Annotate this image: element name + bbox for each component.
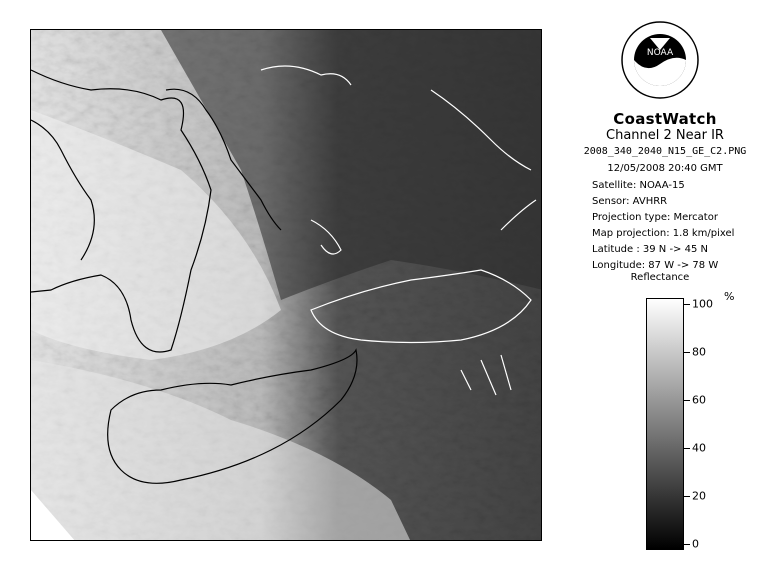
satellite-map-svg (31, 30, 542, 541)
colorbar-tick-label: 40 (692, 441, 706, 455)
colorbar-title: Reflectance (630, 272, 690, 283)
map-projection: Map projection: 1.8 km/pixel (592, 228, 735, 239)
colorbar-tick-label: 100 (692, 297, 713, 311)
noaa-logo (620, 20, 700, 100)
colorbar-tick-label: 20 (692, 489, 706, 503)
latitude-range: Latitude : 39 N -> 45 N (592, 244, 708, 255)
reflectance-colorbar (646, 298, 684, 550)
filename: 2008_340_2040_N15_GE_C2.PNG (583, 146, 747, 157)
colorbar-ticks (684, 298, 724, 550)
colorbar-tick (684, 544, 690, 545)
colorbar-tick (684, 400, 690, 401)
colorbar-tick (684, 448, 690, 449)
colorbar-tick-label: 80 (692, 345, 706, 359)
sensor-info: Sensor: AVHRR (592, 196, 668, 207)
colorbar-tick (684, 496, 690, 497)
colorbar-tick (684, 304, 690, 305)
colorbar-tick (684, 352, 690, 353)
colorbar-tick-label: 60 (692, 393, 706, 407)
colorbar-unit: % (724, 290, 735, 303)
logo-text: NOAA (646, 48, 674, 58)
noaa-logo-icon (620, 20, 700, 100)
longitude-range: Longitude: 87 W -> 78 W (592, 260, 719, 271)
projection-type: Projection type: Mercator (592, 212, 718, 223)
satellite-info: Satellite: NOAA-15 (592, 180, 685, 191)
brand-title: CoastWatch (613, 110, 717, 128)
channel-label: Channel 2 Near IR (606, 128, 724, 143)
date-time: 12/05/2008 20:40 GMT (607, 163, 723, 174)
satellite-image (30, 29, 542, 541)
colorbar-tick-label: 0 (692, 537, 699, 551)
